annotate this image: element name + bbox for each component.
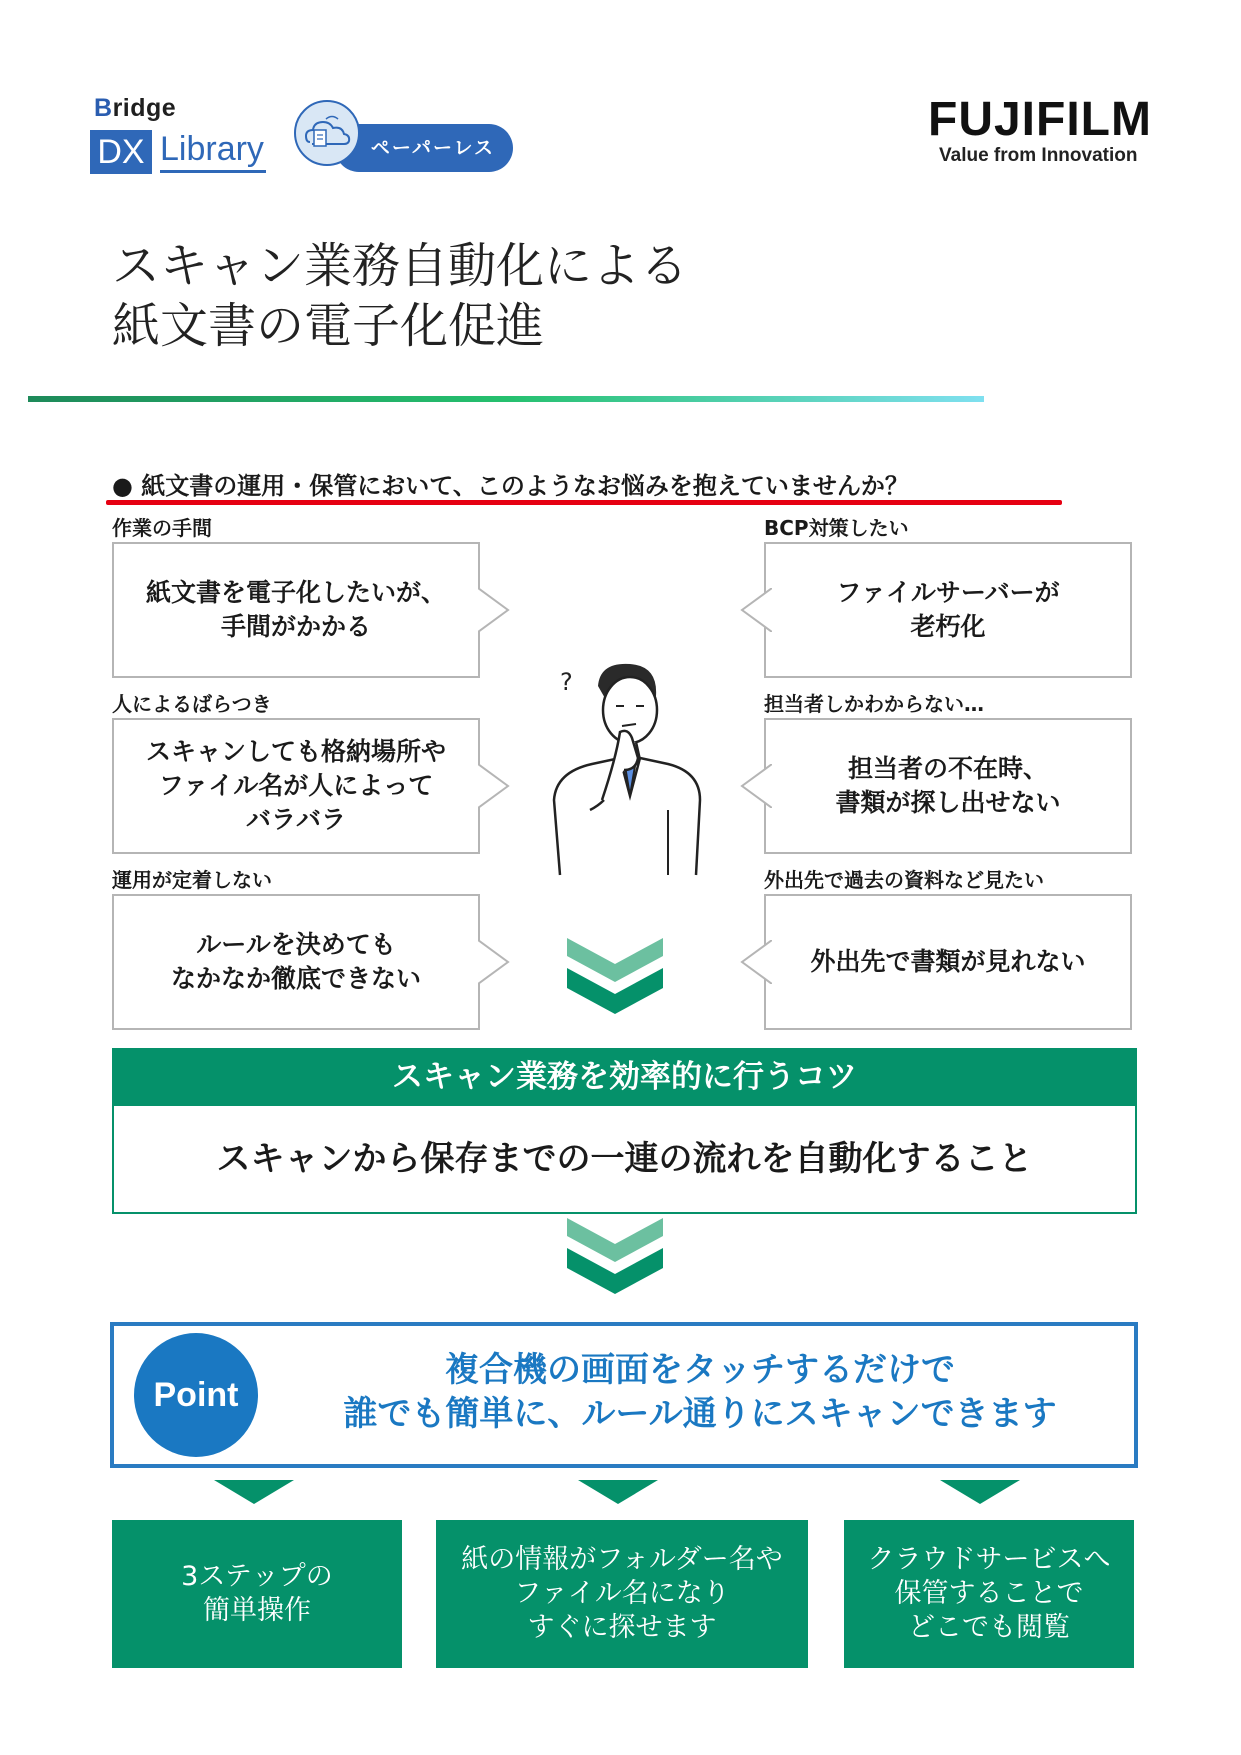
bubble-tail-left xyxy=(740,764,772,808)
issue-category: 運用が定着しない xyxy=(112,868,272,892)
company-logo: FUJIFILM xyxy=(928,93,1152,146)
issue-category: 作業の手間 xyxy=(112,516,212,540)
chevron-down-icon xyxy=(567,938,663,1018)
arrow-down-icon xyxy=(940,1480,1020,1504)
issue-category: 人によるばらつき xyxy=(112,692,272,716)
issue-bubble: 紙文書を電子化したいが、 手間がかかる xyxy=(112,542,480,678)
company-tagline: Value from Innovation xyxy=(939,145,1138,166)
bubble-tail-right xyxy=(478,764,510,808)
title-line-2: 紙文書の電子化促進 xyxy=(112,298,545,354)
tips-body: スキャンから保存までの一連の流れを自動化すること xyxy=(112,1104,1137,1214)
chevron-down-icon xyxy=(567,1218,663,1298)
red-underline xyxy=(106,500,1062,505)
bubble-tail-left xyxy=(740,940,772,984)
issue-category: BCP対策したい xyxy=(764,516,909,540)
feature-box: クラウドサービスへ 保管することで どこでも閲覧 xyxy=(844,1520,1134,1668)
thinking-person-icon xyxy=(540,660,710,880)
tips-heading: スキャン業務を効率的に行うコツ xyxy=(112,1048,1137,1106)
bubble-tail-right xyxy=(478,588,510,632)
bubble-tail-left xyxy=(740,588,772,632)
gradient-divider xyxy=(28,396,984,402)
feature-box: 3ステップの 簡単操作 xyxy=(112,1520,402,1668)
issue-bubble: 担当者の不在時、 書類が探し出せない xyxy=(764,718,1132,854)
arrow-down-icon xyxy=(214,1480,294,1504)
cloud-document-icon xyxy=(294,100,360,166)
feature-box: 紙の情報がフォルダー名や ファイル名になり すぐに探せます xyxy=(436,1520,808,1668)
issue-bubble: 外出先で書類が見れない xyxy=(764,894,1132,1030)
bubble-tail-right xyxy=(478,940,510,984)
brand-bridge: Bridge xyxy=(94,94,177,122)
brand-library: Library xyxy=(160,128,266,173)
question-heading: ● 紙文書の運用・保管において、このようなお悩みを抱えていませんか？ xyxy=(112,472,909,500)
point-text: 複合機の画面をタッチするだけで 誰でも簡単に、ルール通りにスキャンできます xyxy=(343,1350,1057,1434)
issue-bubble: ルールを決めても なかなか徹底できない xyxy=(112,894,480,1030)
paperless-badge: ペーパーレス xyxy=(335,124,513,172)
brand-dx: DX xyxy=(90,130,152,174)
issue-category: 外出先で過去の資料など見たい xyxy=(764,868,1044,892)
point-badge: Point xyxy=(134,1333,258,1457)
svg-text:?: ? xyxy=(560,668,573,696)
title-line-1: スキャン業務自動化による xyxy=(112,238,689,294)
issue-category: 担当者しかわからない… xyxy=(764,692,984,716)
issue-bubble: スキャンしても格納場所や ファイル名が人によって バラバラ xyxy=(112,718,480,854)
issue-bubble: ファイルサーバーが 老朽化 xyxy=(764,542,1132,678)
page-title xyxy=(112,236,688,356)
arrow-down-icon xyxy=(578,1480,658,1504)
